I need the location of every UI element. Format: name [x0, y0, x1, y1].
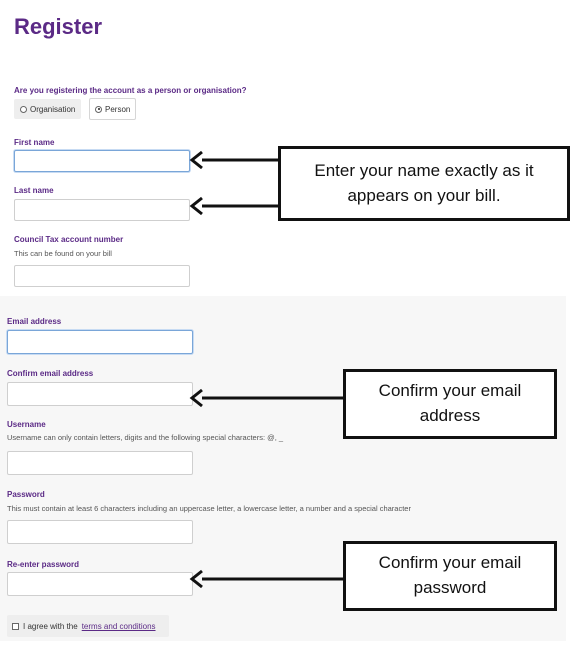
callout-password-line2: password	[413, 578, 487, 597]
reenter-password-input[interactable]	[7, 572, 193, 596]
callout-confirm-email	[343, 369, 557, 439]
radio-organisation-label: Organisation	[30, 104, 76, 114]
terms-link[interactable]: terms and conditions	[81, 621, 156, 631]
radio-organisation[interactable]	[14, 99, 81, 119]
last-name-label: Last name	[14, 186, 54, 195]
password-label: Password	[7, 490, 45, 499]
username-label: Username	[7, 420, 46, 429]
callout-email-line2: address	[419, 406, 481, 425]
first-name-label: First name	[14, 138, 55, 147]
callout-name	[278, 146, 570, 221]
email-input[interactable]	[7, 330, 193, 354]
terms-prefix: I agree with the	[23, 621, 78, 631]
username-input[interactable]	[7, 451, 193, 475]
password-input[interactable]	[7, 520, 193, 544]
reenter-password-label: Re-enter password	[7, 560, 80, 569]
first-name-input[interactable]	[14, 150, 190, 172]
confirm-email-label: Confirm email address	[7, 369, 94, 378]
radio-checked-icon	[95, 106, 102, 113]
callout-email-line1: Confirm your email	[378, 381, 522, 401]
radio-person-label: Person	[105, 104, 131, 114]
arrow-first-name-icon	[188, 148, 280, 218]
terms-agreement[interactable]	[7, 615, 169, 637]
email-label: Email address	[7, 317, 62, 326]
account-type-question: Are you registering the account as a person or organisation?	[14, 86, 247, 95]
page-title: Register	[14, 14, 103, 39]
callout-name-text: Enter your name exactly as it appears on your bill.	[314, 160, 534, 205]
password-hint: This must contain at least 6 characters including an uppercase letter, a lowercase letter, a number and a special character	[7, 504, 411, 513]
radio-person[interactable]	[89, 98, 136, 120]
council-tax-input[interactable]	[14, 265, 190, 287]
checkbox-icon[interactable]	[12, 623, 19, 630]
username-hint: Username can only contain letters, digits and the following special characters: @, _	[7, 433, 284, 442]
callout-password-line1: Confirm your email	[378, 553, 522, 573]
council-tax-label: Council Tax account number	[14, 235, 124, 244]
confirm-email-input[interactable]	[7, 382, 193, 406]
arrow-reenter-password-icon	[190, 569, 345, 589]
radio-unchecked-icon	[20, 106, 27, 113]
callout-reenter-password	[343, 541, 557, 611]
arrow-confirm-email-icon	[190, 388, 345, 408]
council-tax-hint: This can be found on your bill	[14, 249, 112, 258]
last-name-input[interactable]	[14, 199, 190, 221]
